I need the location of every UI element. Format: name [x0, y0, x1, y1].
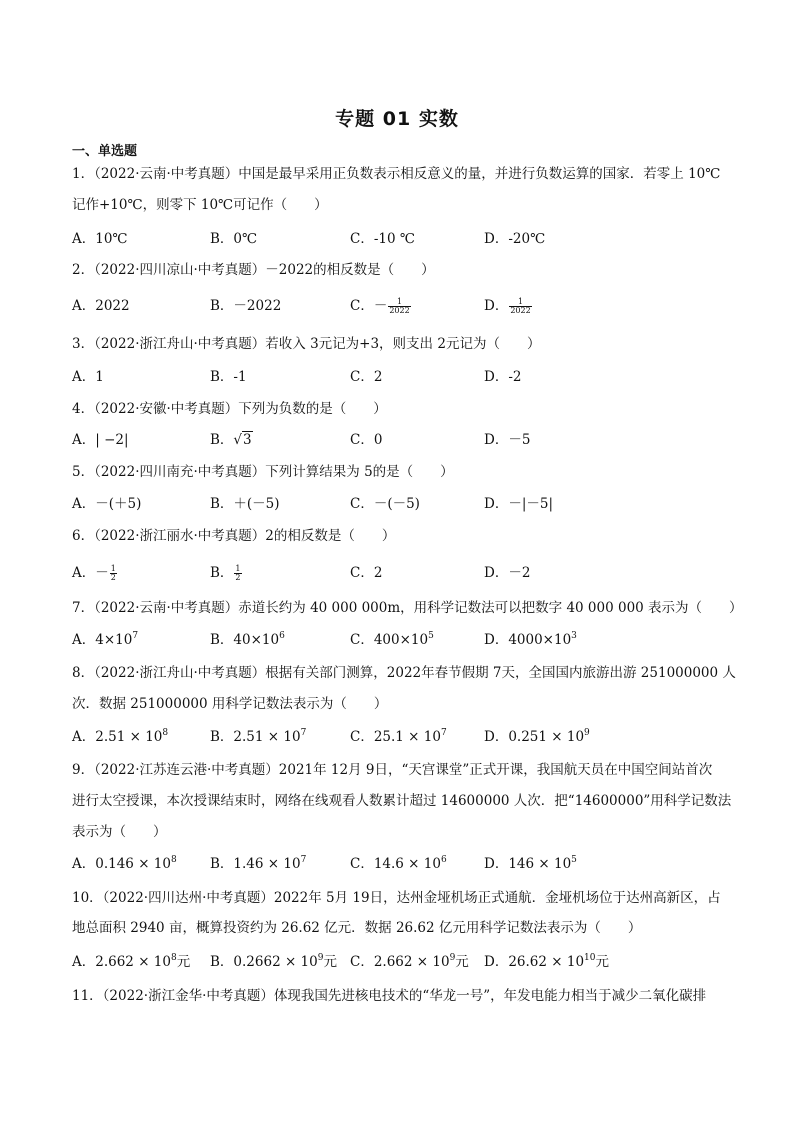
option-b-base: B．0.2662 × 10 — [210, 954, 318, 970]
option-b — [210, 952, 337, 972]
option-a-prefix: A．－ — [72, 565, 109, 581]
option-a-base: A．2.662 × 10 — [72, 954, 171, 970]
question-9-text-cont2: 表示为（ ） — [72, 824, 167, 840]
exponent: 7 — [440, 728, 447, 738]
option-d — [484, 630, 577, 650]
question-9-text-cont: 进行太空授课，本次授课结束时，网络在线观看人数累计超过 14600000 人次．把“14600000”用科学记数法 — [72, 793, 732, 809]
option-a: A．2022 — [72, 298, 130, 314]
fraction — [110, 565, 117, 582]
option-d: D．－|－5| — [484, 496, 554, 512]
option-b-base: B．2.51 × 10 — [210, 729, 301, 745]
option-b — [210, 430, 253, 450]
option-c: C．2 — [350, 369, 383, 385]
option-d-base: D．0.251 × 10 — [484, 729, 585, 745]
option-c — [350, 630, 434, 650]
option-a: A．1 — [72, 369, 104, 385]
exponent: 9 — [317, 953, 324, 963]
question-7-text: 7．（2022·云南·中考真题）赤道长约为 40 000 000m，用科学记数法可以把数字 40 000 000 表示为（ ） — [72, 600, 743, 616]
option-a-base: A．4×10 — [72, 632, 133, 648]
option-c: C．2 — [350, 565, 383, 581]
exponent: 8 — [162, 728, 169, 738]
question-1-options — [72, 229, 732, 251]
option-b — [210, 563, 243, 583]
option-c-base: C．14.6 × 10 — [350, 856, 441, 872]
question-5-options — [72, 494, 732, 516]
exponent: 8 — [170, 953, 177, 963]
option-b: B．＋(－5) — [210, 496, 280, 512]
option-d: D．-20℃ — [484, 231, 546, 247]
exponent: 9 — [584, 728, 590, 738]
fraction-numerator: 1 — [509, 298, 531, 307]
question-4-options — [72, 430, 732, 452]
option-d: D．-2 — [484, 369, 522, 385]
option-d-base: D．26.62 × 10 — [484, 954, 585, 970]
question-9-text: 9．（2022·江苏连云港·中考真题）2021年 12月 9日，“天宫课堂”正式开课，我国航天员在中国空间站首次 — [72, 762, 713, 778]
option-b: B．0℃ — [210, 231, 258, 247]
square-root — [233, 430, 252, 450]
question-8-text: 8．（2022·浙江舟山·中考真题）根据有关部门测算，2022年春节假期 7天，全国国内旅游出游 251000000 人 — [72, 665, 736, 681]
fraction — [388, 298, 410, 315]
option-c: C．－(－5) — [350, 496, 420, 512]
option-a — [72, 563, 118, 583]
fraction-denominator: 2022 — [510, 306, 531, 315]
question-3-text: 3．（2022·浙江舟山·中考真题）若收入 3元记为+3，则支出 2元记为（ ） — [72, 336, 541, 352]
question-11-text: 11．（2022·浙江金华·中考真题）体现我国先进核电技术的“华龙一号”，年发电能力相当于减少二氧化碳排 — [72, 988, 707, 1004]
question-10-text-cont: 地总面积 2940 亩，概算投资约为 26.62 亿元．数据 26.62 亿元用科学记数法表示为（ ） — [72, 920, 642, 936]
fraction — [509, 298, 531, 315]
exponent: 6 — [440, 855, 447, 865]
option-a — [72, 727, 168, 747]
unit: 元 — [176, 954, 191, 970]
option-a — [72, 854, 177, 874]
question-6-text: 6．（2022·浙江丽水·中考真题）2的相反数是（ ） — [72, 528, 396, 544]
option-d — [484, 296, 533, 316]
exponent: 7 — [300, 728, 307, 738]
option-c — [350, 854, 447, 874]
question-5-text: 5．（2022·四川南充·中考真题）下列计算结果为 5的是（ ） — [72, 464, 454, 480]
question-2-text: 2．（2022·四川凉山·中考真题）－2022的相反数是（ ） — [72, 262, 435, 278]
radical-sign: √ — [233, 432, 243, 448]
question-8-options — [72, 727, 732, 749]
option-d — [484, 952, 609, 972]
question-10-text: 10．（2022·四川达州·中考真题）2022年 5月 19日，达州金垭机场正式通航．金垭机场位于达州高新区，占 — [72, 890, 721, 906]
option-b: B．－2022 — [210, 298, 282, 314]
unit: 元 — [595, 954, 609, 970]
fraction-denominator: 2 — [235, 573, 241, 582]
option-a: A．10℃ — [72, 231, 128, 247]
fraction-numerator: 1 — [235, 564, 241, 573]
option-d — [484, 727, 590, 747]
option-d: D．－2 — [484, 565, 531, 581]
fraction-denominator: 2 — [110, 573, 116, 582]
option-d: D．－5 — [484, 432, 531, 448]
option-b-prefix: B． — [210, 432, 234, 448]
question-1-text-cont: 记作+10℃，则零下 10℃可记作（ ） — [72, 197, 328, 213]
option-b — [210, 630, 285, 650]
exponent: 7 — [300, 855, 307, 865]
option-c-base: C．400×10 — [350, 632, 429, 648]
option-c — [350, 296, 412, 316]
option-b — [210, 854, 306, 874]
question-9-options — [72, 854, 732, 876]
fraction-numerator: 1 — [110, 564, 116, 573]
exponent: 6 — [279, 631, 285, 641]
option-d-base: D．146 × 10 — [484, 856, 572, 872]
option-c-base: C．2.662 × 10 — [350, 954, 450, 970]
radicand: 3 — [243, 432, 252, 448]
question-6-options — [72, 563, 732, 585]
exponent: 10 — [584, 953, 596, 963]
unit: 元 — [455, 954, 469, 970]
question-2-options — [72, 296, 732, 318]
fraction-numerator: 1 — [388, 298, 410, 307]
exponent: 3 — [571, 631, 577, 641]
option-c: C．0 — [350, 432, 383, 448]
option-d — [484, 854, 577, 874]
option-c-prefix: C．－ — [350, 298, 388, 314]
option-c: C．-10 ℃ — [350, 231, 415, 247]
question-3-options — [72, 367, 732, 389]
document-title: 专题 01 实数 — [335, 108, 459, 130]
option-b-base: B．1.46 × 10 — [210, 856, 301, 872]
question-10-options — [72, 952, 732, 974]
option-a: A．－(＋5) — [72, 496, 142, 512]
option-b: B．-1 — [210, 369, 247, 385]
section-heading: 一、单选题 — [72, 144, 138, 159]
exponent: 5 — [571, 855, 577, 865]
option-a — [72, 952, 190, 972]
option-a — [72, 630, 138, 650]
option-a-base: A．0.146 × 10 — [72, 856, 171, 872]
exponent: 8 — [170, 855, 177, 865]
option-b — [210, 727, 306, 747]
option-c — [350, 727, 447, 747]
exponent: 9 — [449, 953, 456, 963]
option-d-base: D．4000×10 — [484, 632, 572, 648]
exponent: 7 — [132, 631, 139, 641]
exponent: 5 — [428, 631, 434, 641]
option-b-base: B．40×10 — [210, 632, 280, 648]
option-c-base: C．25.1 × 10 — [350, 729, 441, 745]
option-c — [350, 952, 469, 972]
question-4-text: 4．（2022·安徽·中考真题）下列为负数的是（ ） — [72, 401, 387, 417]
question-7-options — [72, 630, 732, 652]
option-d-prefix: D． — [484, 298, 509, 314]
question-8-text-cont: 次．数据 251000000 用科学记数法表示为（ ） — [72, 696, 388, 712]
option-a: A．| −2| — [72, 432, 129, 448]
option-b-prefix: B． — [210, 565, 234, 581]
fraction — [234, 565, 241, 582]
unit: 元 — [323, 954, 337, 970]
fraction-denominator: 2022 — [389, 306, 410, 315]
question-1-text: 1．（2022·云南·中考真题）中国是最早采用正负数表示相反意义的量，并进行负数运算的国家．若零上 10℃ — [72, 166, 721, 182]
option-a-base: A．2.51 × 10 — [72, 729, 163, 745]
